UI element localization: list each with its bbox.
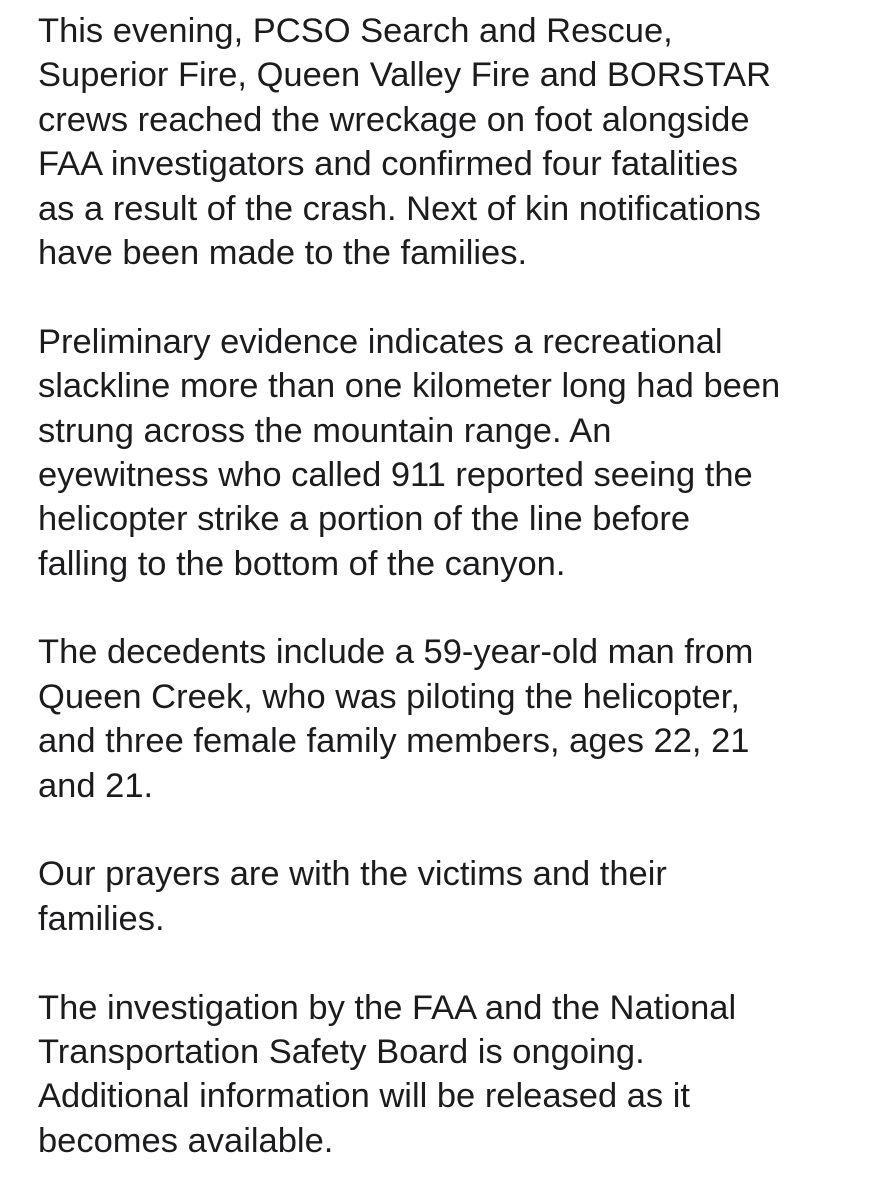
text-line: eyewitness who called 911 reported seeing the: [38, 455, 753, 494]
text-line: as a result of the crash. Next of kin notifications: [38, 189, 761, 228]
text-line: Transportation Safety Board is ongoing.: [38, 1032, 645, 1071]
text-line: slackline more than one kilometer long had been: [38, 367, 781, 406]
text-line: strung across the mountain range. An: [38, 411, 612, 450]
text-line: Additional information will be released as it: [38, 1077, 691, 1116]
text-line: FAA investigators and confirmed four fatalities: [38, 145, 738, 184]
text-line: Preliminary evidence indicates a recreational: [38, 322, 723, 361]
text-line: The investigation by the FAA and the National: [38, 988, 737, 1027]
paragraph-spacer: [38, 941, 858, 985]
paragraph-spacer: [38, 586, 858, 630]
paragraph-investigation: [38, 986, 858, 1164]
text-line: This evening, PCSO Search and Rescue,: [38, 12, 673, 50]
paragraph-recovery: [38, 9, 858, 275]
paragraph-decedents: [38, 630, 858, 808]
text-line: helicopter strike a portion of the line before: [38, 500, 691, 539]
text-line: becomes available.: [38, 1121, 334, 1160]
text-line: crews reached the wreckage on foot alongside: [38, 100, 750, 139]
text-line: Superior Fire, Queen Valley Fire and BORSTAR: [38, 56, 772, 95]
press-statement: [38, 9, 858, 1163]
text-line: Queen Creek, who was piloting the helicopter,: [38, 677, 740, 716]
text-line: have been made to the families.: [38, 233, 528, 272]
paragraph-evidence: [38, 320, 858, 586]
text-line: falling to the bottom of the canyon.: [38, 544, 566, 583]
text-line: and three female family members, ages 22, 21: [38, 722, 750, 761]
text-line: The decedents include a 59-year-old man from: [38, 633, 754, 672]
paragraph-spacer: [38, 808, 858, 852]
paragraph-prayers: [38, 852, 858, 941]
text-line: families.: [38, 899, 165, 938]
paragraph-spacer: [38, 275, 858, 319]
text-line: and 21.: [38, 766, 154, 805]
text-line: Our prayers are with the victims and their: [38, 855, 667, 894]
